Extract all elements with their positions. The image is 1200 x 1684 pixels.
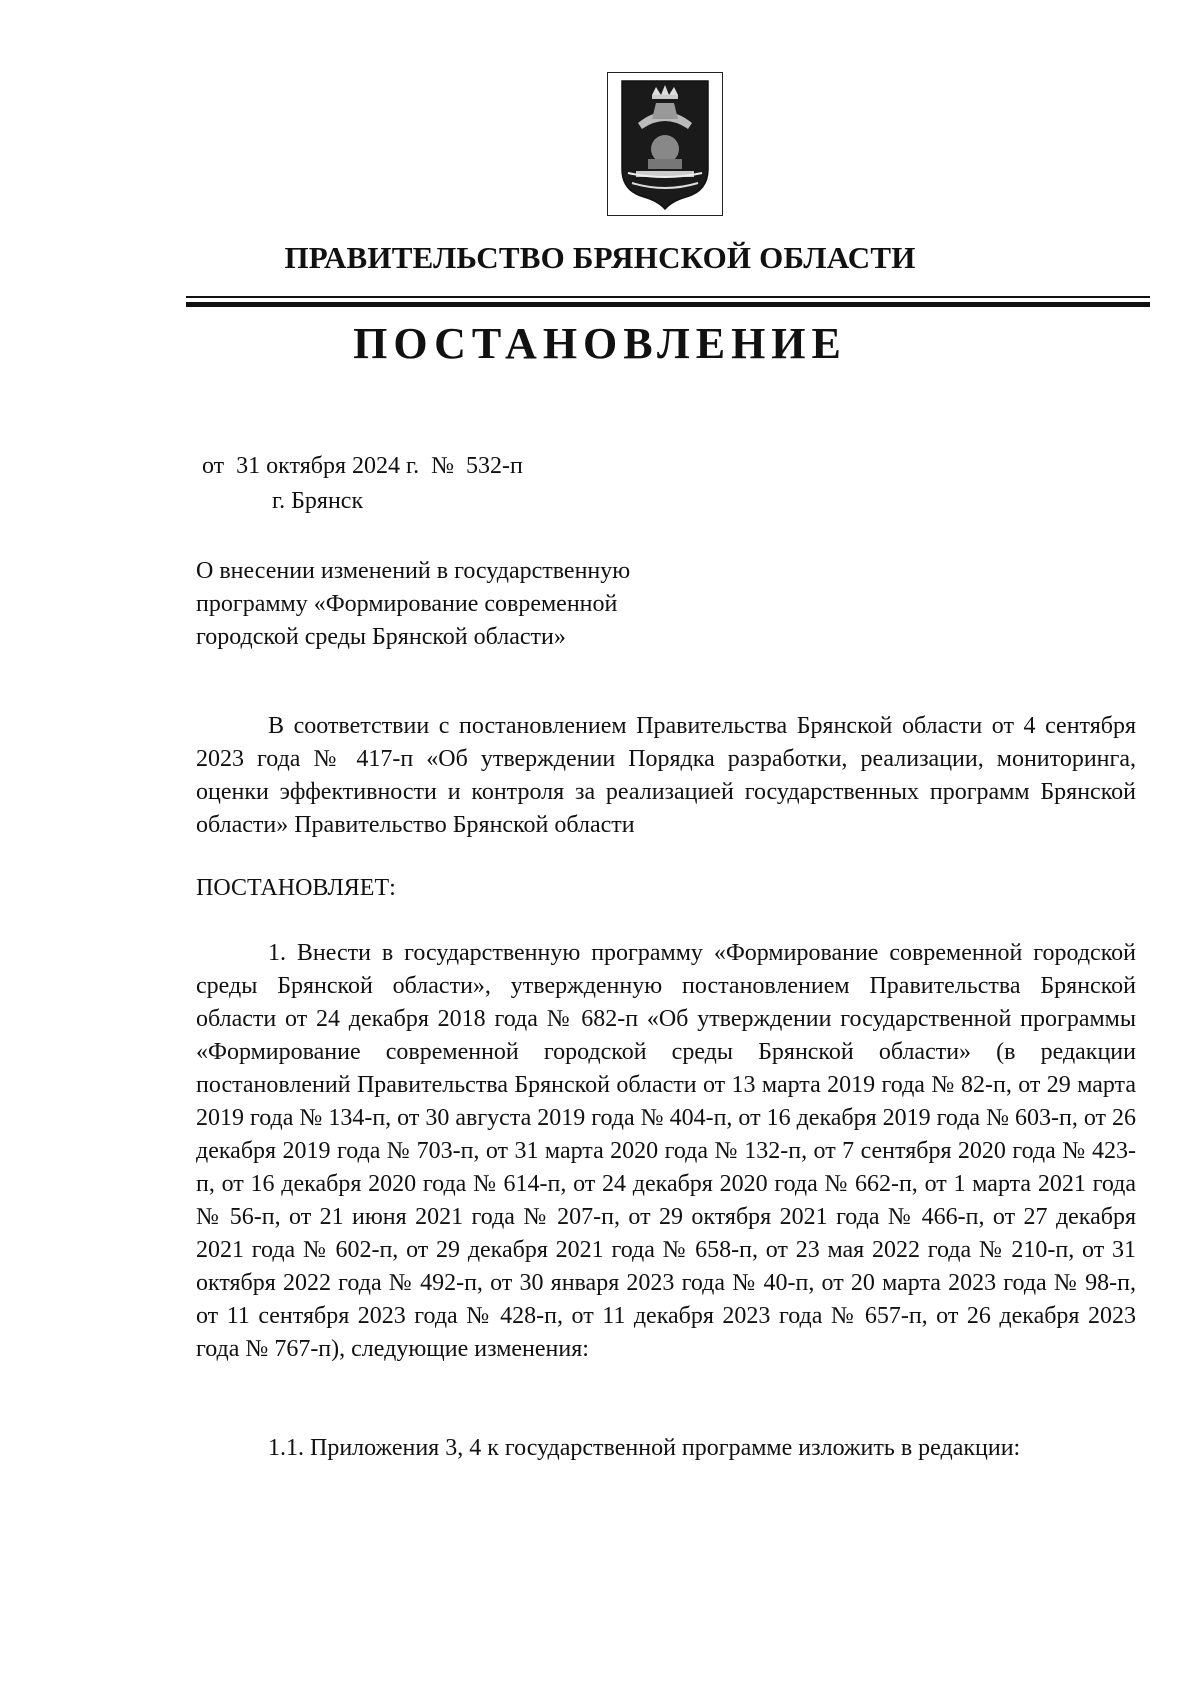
city-line: г. Брянск (272, 488, 364, 514)
header-rule-thick (186, 302, 1150, 307)
item-1-1-paragraph: 1.1. Приложения 3, 4 к государственной программе изложить в редакции: (268, 1435, 1021, 1461)
coat-of-arms-graphic (608, 73, 722, 215)
preamble-paragraph: В соответствии с постановлением Правительства Брянской области от 4 сентября 2023 года № 417-п «Об утверждении Порядка разработки, реализации, мониторинга, оценки эффективности и контроля за реализацией государственных программ Брянской области» Правительство Брянской области (196, 713, 1136, 838)
header-rule-thin (186, 296, 1150, 298)
decree-word: ПОСТАНОВЛЯЕТ: (196, 875, 396, 901)
coat-of-arms-icon (607, 72, 723, 216)
subject-line: О внесении изменений в государственную (196, 558, 631, 584)
subject-title (196, 555, 716, 654)
government-title: ПРАВИТЕЛЬСТВО БРЯНСКОЙ ОБЛАСТИ (284, 240, 916, 275)
document-type-title: ПОСТАНОВЛЕНИЕ (353, 319, 847, 368)
item-1-paragraph: 1. Внести в государственную программу «Формирование современной городской среды Брянской области», утвержденную постановлением Правительства Брянской области от 24 декабря 2018 года № 682-п «Об утверждении государственной программы «Формирование современной городской среды Брянской области» (в редакции постановлений Правительства Брянской области от 13 марта 2019 года № 82-п, от 29 марта 2019 года № 134-п, от 30 августа 2019 года № 404-п, от 16 декабря 2019 года № 603-п, от 26 декабря 2019 года № 703-п, от 31 марта 2020 года № 132-п, от 7 сентября 2020 года № 423-п, от 16 декабря 2020 года № 614-п, от 24 декабря 2020 года № 662-п, от 1 марта 2021 года № 56-п, от 21 июня 2021 года № 207-п, от 29 октября 2021 года № 466-п, от 27 декабря 2021 года № 602-п, от 29 декабря 2021 года № 658-п, от 23 мая 2022 года № 210-п, от 31 октября 2022 года № 492-п, от 30 января 2023 года № 40-п, от 20 марта 2023 года № 98-п, от 11 сентября 2023 года № 428-п, от 11 декабря 2023 года № 657-п, от 26 декабря 2023 года № 767-п), следующие изменения: (196, 940, 1136, 1362)
subject-line: программу «Формирование современной (196, 591, 618, 617)
date-number-line: от 31 октября 2024 г. № 532-п (202, 453, 523, 479)
subject-line: городской среды Брянской области» (196, 624, 566, 650)
